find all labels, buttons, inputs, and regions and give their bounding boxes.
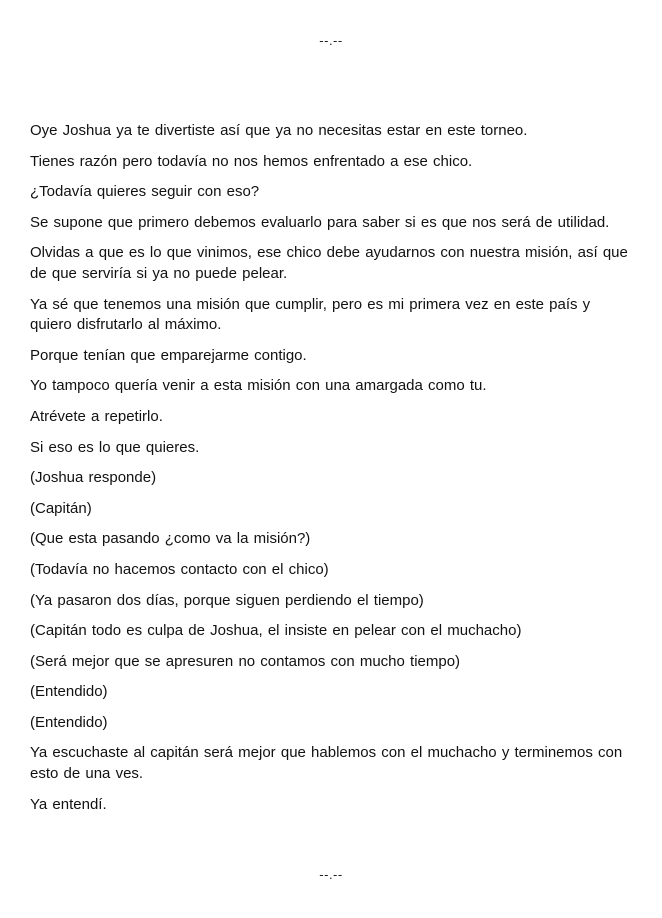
document-body xyxy=(30,121,635,825)
paragraph: Yo tampoco quería venir a esta misión con una amargada como tu. xyxy=(30,377,487,395)
header-separator: --.-- xyxy=(319,33,343,48)
paragraph: Ya sé que tenemos una misión que cumplir, pero es mi primera vez en este país y quiero disfrutarlo al máximo. xyxy=(30,295,591,334)
paragraph: Ya escuchaste al capitán será mejor que hablemos con el muchacho y terminemos con esto de una ves. xyxy=(30,744,623,783)
paragraph: Si eso es lo que quieres. xyxy=(30,438,200,456)
paragraph: (Será mejor que se apresuren no contamos con mucho tiempo) xyxy=(30,652,461,670)
paragraph: (Capitán) xyxy=(30,499,92,517)
paragraph: Porque tenían que emparejarme contigo. xyxy=(30,346,307,364)
paragraph: (Entendido) xyxy=(30,713,108,731)
paragraph: Se supone que primero debemos evaluarlo para saber si es que nos será de utilidad. xyxy=(30,213,610,231)
paragraph: Atrévete a repetirlo. xyxy=(30,407,163,425)
paragraph: (Capitán todo es culpa de Joshua, el insiste en pelear con el muchacho) xyxy=(30,622,522,640)
paragraph: (Todavía no hacemos contacto con el chico) xyxy=(30,560,329,578)
paragraph: Tienes razón pero todavía no nos hemos enfrentado a ese chico. xyxy=(30,152,473,170)
paragraph: ¿Todavía quieres seguir con eso? xyxy=(30,183,260,201)
paragraph: (Joshua responde) xyxy=(30,469,157,487)
paragraph: (Entendido) xyxy=(30,683,108,701)
paragraph: Oye Joshua ya te divertiste así que ya no necesitas estar en este torneo. xyxy=(30,122,528,139)
paragraph: Olvidas a que es lo que vinimos, ese chico debe ayudarnos con nuestra misión, así que de que serviría si ya no puede pelear. xyxy=(30,244,628,282)
paragraph: (Que esta pasando ¿como va la misión?) xyxy=(30,530,311,548)
footer-separator: --.-- xyxy=(319,867,343,882)
paragraph: (Ya pasaron dos días, porque siguen perdiendo el tiempo) xyxy=(30,591,424,609)
paragraph: Ya entendí. xyxy=(30,795,107,813)
